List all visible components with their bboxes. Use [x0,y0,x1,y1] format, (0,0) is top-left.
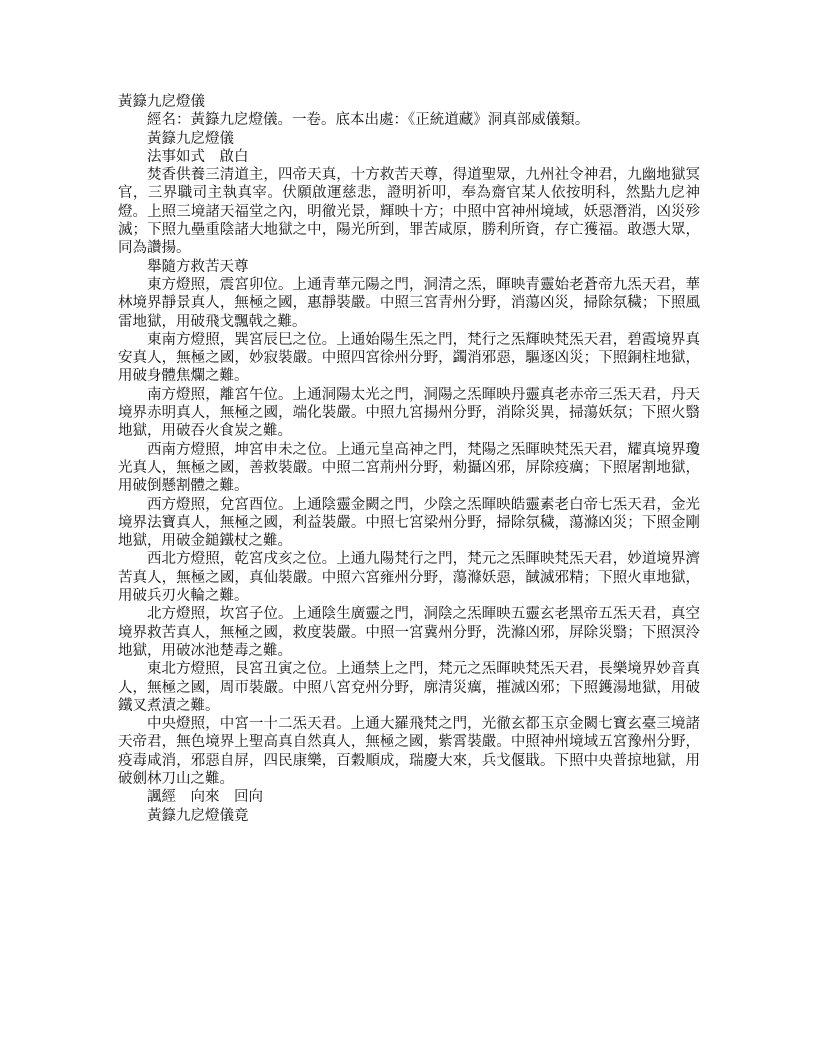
lamp-paragraph-south: 南方燈照，離宮午位。上通洞陽太光之門，洞陽之炁暉映丹靈真老赤帝三炁天君，丹天境界赤明真人，無極之國，端化裝嚴。中照九宮揚州分野，消除災異，掃蕩妖氛；下照火翳地獄，用破吞火食炭之難。 [118,386,700,440]
document-title: 黃籙九戹燈儀 [118,94,205,110]
ritual-heading: 法事如式 啟白 [147,148,249,165]
lamp-paragraph-west: 西方燈照，兌宮酉位。上通陰靈金闕之門，少陰之炁暉映皓靈素老白帝七炁天君，金光境界法寶真人，無極之國，利益裝嚴。中照七宮梁州分野，掃除氛穢，蕩滌凶災；下照金剛地獄，用破金鎚鐵杖之難。 [118,496,700,550]
end-title: 黃籙九戹燈儀竟 [147,807,249,824]
lamp-paragraph-east: 東方燈照，震宮卯位。上通青華元陽之門，洞清之炁，暉映青靈始老蒼帝九炁天君，華林境界靜景真人，無極之國，惠靜裝嚴。中照三宮青州分野，消蕩凶災，掃除氛穢；下照風雷地獄，用破飛戈飄戟之難。 [118,276,700,330]
lamp-paragraph-northeast: 東北方燈照，艮宮丑寅之位。上通禁上之門，梵元之炁暉映梵炁天君，長樂境界妙音真人，無極之國，周帀裝嚴。中照八宮兗州分野，廓清災癘，摧滅凶邪；下照鑊湯地獄，用破鐵叉煮漬之難。 [118,661,700,714]
closing-rubric: 諷經 向來 回向 [147,789,263,806]
document-page [118,93,700,825]
lamp-paragraph-center: 中央燈照，中宮一十二炁天君。上通大羅飛梵之門，光徹玄都玉京金闕七寶玄臺三境諸天帝君，無色境界上聖高真自然真人，無極之國，紫霄裝嚴。中照神州境域五宮豫州分野，疫毒咸消，邪惡自屏，四民康樂，百穀順成，瑞慶大來，兵戈偃戢。下照中央普掠地獄，用破劍林刀山之難。 [118,716,700,787]
lamp-paragraph-southeast: 東南方燈照，巽宮辰巳之位。上通始陽生炁之門，梵行之炁輝映梵炁天君，碧霞境界真安真人，無極之國，妙寂裝嚴。中照四宮徐州分野，蠲消邪惡，驅逐凶災；下照銅柱地獄，用破身體焦爛之難。 [118,331,700,385]
document-subtitle: 黃籙九戹燈儀 [147,130,234,147]
lamp-paragraph-north: 北方燈照，坎宮子位。上通陰生廣靈之門，洞陰之炁暉映五靈玄老黑帝五炁天君，真空境界救苦真人，無極之國，救度裝嚴。中照一宮冀州分野，洗滌凶邪，屏除災翳；下照溟泠地獄，用破冰池楚毒之難。 [118,606,700,659]
source-note: 經名：黃籙九戹燈儀。一卷。底本出處：《正統道藏》洞真部威儀類。 [147,112,590,129]
lamp-paragraph-northwest: 西北方燈照，乾宮戌亥之位。上通九陽梵行之門，梵元之炁暉映梵炁天君，妙道境界濟苦真人，無極之國，真仙裝嚴。中照六宮雍州分野，蕩滌妖惡，馘滅邪精；下照火車地獄，用破兵刃火輪之難。 [118,551,700,605]
invocation-paragraph: 焚香供養三清道主，四帝天真，十方救苦天尊，得道聖眾，九州社令神君，九幽地獄冥官，三界職司主執真宰。伏願啟運慈悲，證明祈叩，奉為齋官某人依按明科，然點九戹神燈。上照三境諸天福堂之內，明徹光景，輝映十方；中照中宮神州境域，妖惡潛消，凶災殄滅；下照九壘重陰諸大地獄之中，陽光所到，罪苦咸原，勝利所資，存亡獲福。敢憑大眾，同為讚揚。 [118,167,700,257]
lamp-paragraph-southwest: 西南方燈照，坤宮申未之位。上通元皇高神之門，梵陽之炁暉映梵炁天君，耀真境界瓊光真人，無極之國，善救裝嚴。中照二宮荊州分野，勑攝凶邪，屏除疫癘；下照屠割地獄，用破倒懸割體之難。 [118,441,700,495]
chant-heading: 舉隨方救苦天尊 [147,258,249,275]
